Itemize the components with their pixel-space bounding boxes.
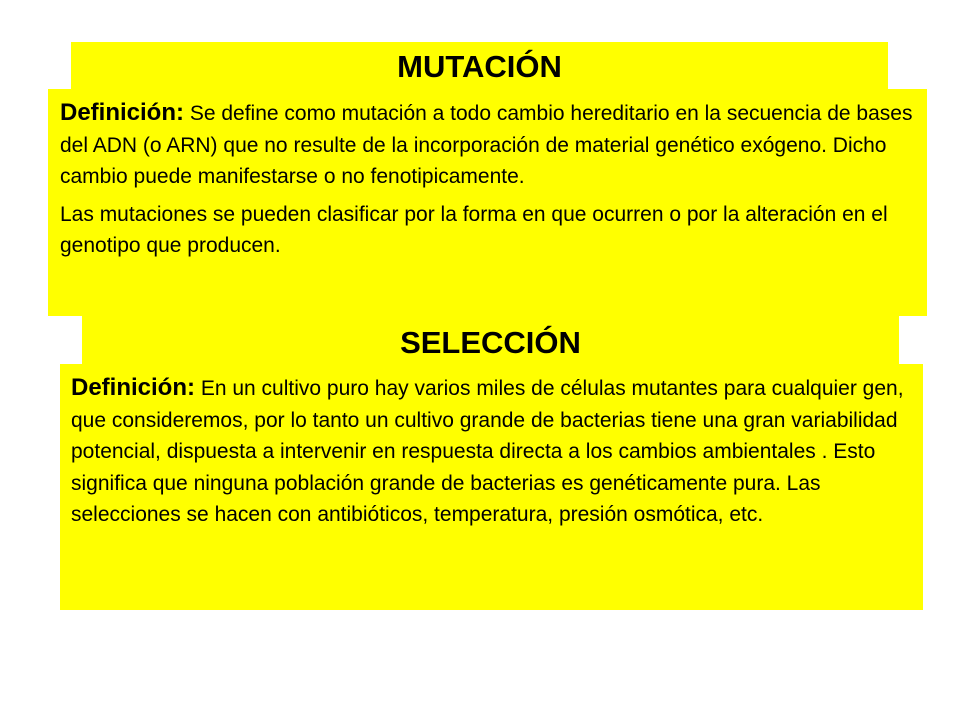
mutacion-definition-paragraph <box>60 97 917 193</box>
mutacion-title-banner <box>71 42 888 91</box>
seleccion-definition-label: Definición: <box>71 374 195 401</box>
seleccion-title-banner <box>82 314 899 366</box>
mutacion-definition-text: Se define como mutación a todo cambio hereditario en la secuencia de bases del ADN (o ARN) que no resulte de la incorporación de material genético exógeno. Dicho cambio puede manifestarse o no fenotipicamente. <box>60 102 913 188</box>
mutacion-title: MUTACIÓN <box>397 48 562 84</box>
seleccion-title: SELECCIÓN <box>400 325 581 360</box>
seleccion-definition-paragraph <box>71 372 913 531</box>
seleccion-definition-text: En un cultivo puro hay varios miles de células mutantes para cualquier gen, que consideremos, por lo tanto un cultivo grande de bacterias tiene una gran variabilidad potencial, dispuesta a intervenir en respuesta directa a los cambios ambientales . Esto significa que ninguna población grande de bacterias es genéticamente pura. Las selecciones se hacen con antibióticos, temperatura, presión osmótica, etc. <box>71 377 904 526</box>
mutacion-definition-box <box>48 89 927 316</box>
seleccion-definition-box <box>60 364 923 610</box>
mutacion-definition-label: Definición: <box>60 99 184 126</box>
mutacion-classification-paragraph: Las mutaciones se pueden clasificar por la forma en que ocurren o por la alteración en el genotipo que producen. <box>60 202 888 257</box>
